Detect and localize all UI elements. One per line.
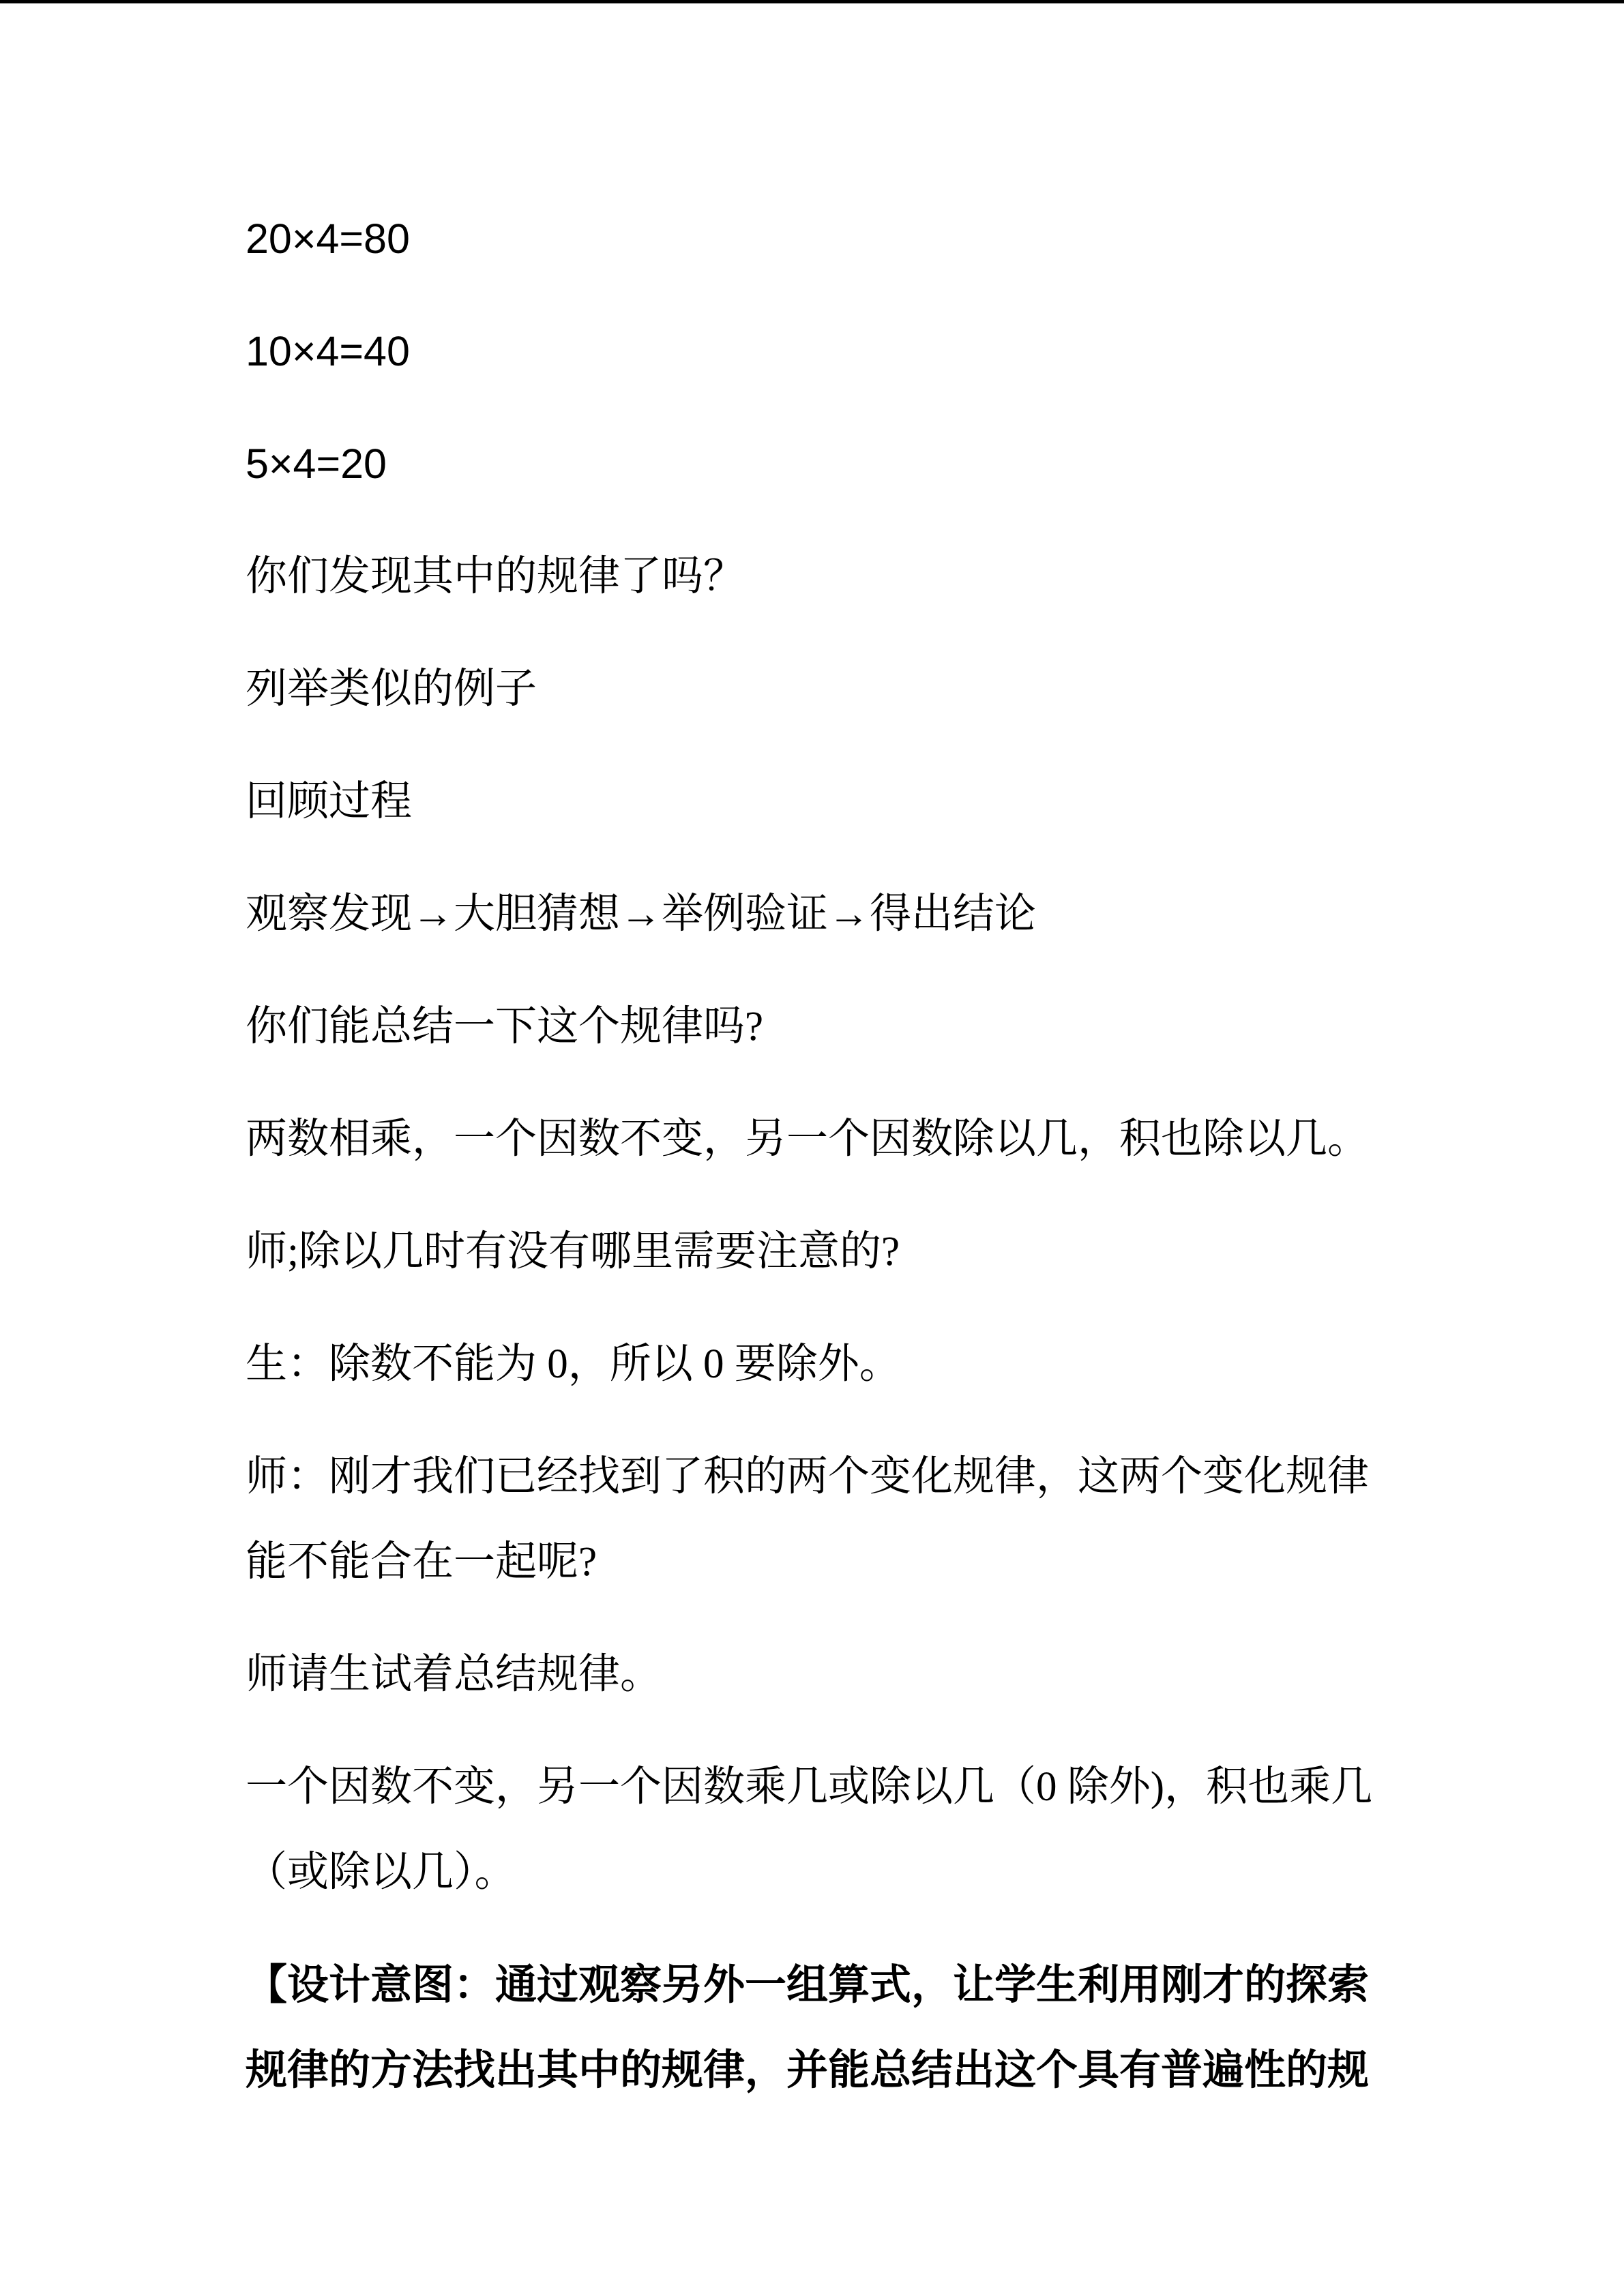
text-line: 两数相乘，一个因数不变，另一个因数除以几，积也除以几。: [246, 1116, 1370, 1162]
paragraph-design-intent: [246, 1942, 1381, 2113]
paragraph-teacher-invite: [246, 1632, 1381, 1717]
text-line: 回顾过程: [246, 779, 413, 824]
paragraph-process-flow: [246, 871, 1381, 957]
text-line: 20×4=80: [246, 215, 410, 262]
paragraph-teacher-combine-question: [246, 1434, 1381, 1605]
paragraph-equation-1: [246, 196, 1381, 282]
text-line: 【设计意图：通过观察另外一组算式，让学生利用刚才的探索: [246, 1961, 1370, 2008]
paragraph-review-process: [246, 759, 1381, 844]
text-line: 师请生试着总结规律。: [246, 1652, 662, 1697]
text-line: 10×4=40: [246, 328, 410, 374]
document-body: [246, 196, 1381, 2140]
page-top-border: [0, 0, 1624, 3]
paragraph-list-examples: [246, 646, 1381, 732]
paragraph-rule-statement: [246, 1097, 1381, 1182]
text-line: 列举类似的例子: [246, 666, 537, 712]
paragraph-equation-2: [246, 309, 1381, 394]
text-line: 生：除数不能为 0，所以 0 要除外。: [246, 1341, 901, 1387]
text-line: 师;除以几时有没有哪里需要注意的?: [246, 1229, 900, 1274]
text-line: 规律的方法找出其中的规律，并能总结出这个具有普遍性的规: [246, 2046, 1370, 2093]
paragraph-student-answer: [246, 1322, 1381, 1407]
text-line: 5×4=20: [246, 441, 387, 487]
text-line: 一个因数不变，另一个因数乘几或除以几（0 除外)，积也乘几: [246, 1764, 1373, 1810]
paragraph-equation-3: [246, 421, 1381, 507]
text-line: 你们发现其中的规律了吗？: [246, 554, 745, 599]
text-line: （或除以几）。: [246, 1849, 516, 1895]
paragraph-question-summarize: [246, 984, 1381, 1069]
paragraph-teacher-question: [246, 1209, 1381, 1294]
text-line: 能不能合在一起呢?: [246, 1539, 597, 1585]
text-line: 师：刚才我们已经找到了积的两个变化规律，这两个变化规律: [246, 1454, 1370, 1500]
text-line: 你们能总结一下这个规律吗?: [246, 1004, 764, 1049]
paragraph-combined-rule: [246, 1744, 1381, 1915]
text-line: 观察发现→大胆猜想→举例验证→得出结论: [246, 891, 1037, 937]
paragraph-question-find-rule: [246, 534, 1381, 619]
